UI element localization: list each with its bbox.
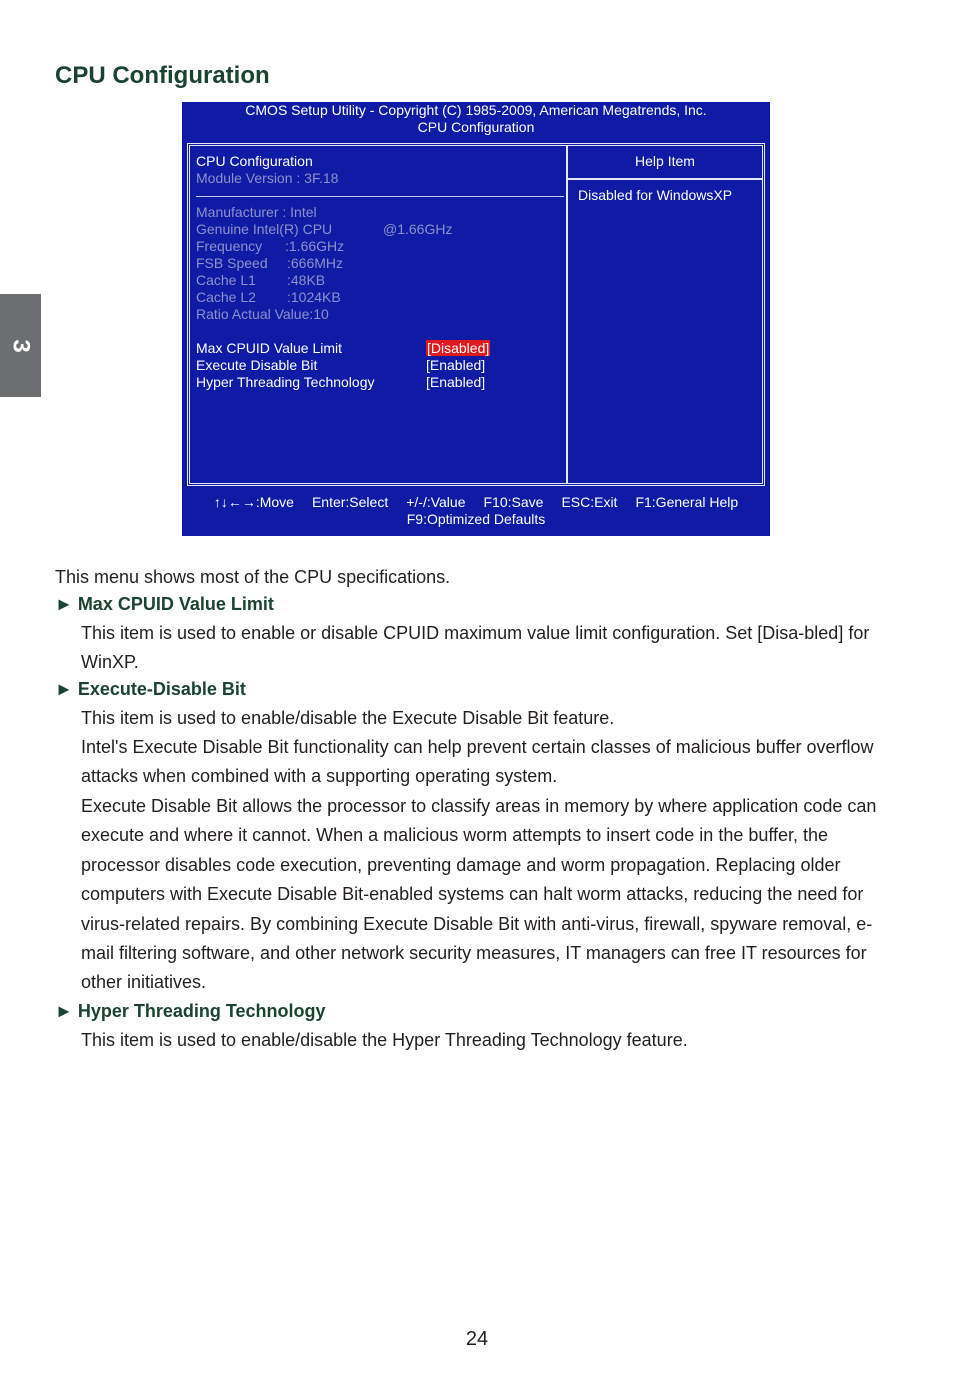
paragraph-execute-disable-2: Intel's Execute Disable Bit functionality can help prevent certain classes of malicious buffer overflow attacks when combined with a supporting operating system. bbox=[81, 737, 874, 787]
bios-key-legend bbox=[182, 494, 770, 511]
cache-l2-value: :1024KB bbox=[287, 289, 341, 305]
key-move: ↑↓←→:Move bbox=[213, 494, 294, 510]
option-execute-disable-value[interactable]: [Enabled] bbox=[426, 357, 486, 373]
option-execute-disable-label: Execute Disable Bit bbox=[196, 357, 318, 373]
bios-footer bbox=[182, 494, 770, 528]
intro-text: This menu shows most of the CPU specifications. bbox=[55, 567, 451, 587]
bios-screen-title: CPU Configuration bbox=[417, 119, 535, 135]
key-save: F10:Save bbox=[483, 494, 544, 510]
bios-divider bbox=[566, 146, 568, 483]
option-hyper-threading-label: Hyper Threading Technology bbox=[196, 374, 375, 390]
key-value: +/-/:Value bbox=[406, 494, 466, 510]
option-max-cpuid-label: Max CPUID Value Limit bbox=[196, 340, 343, 356]
bios-header bbox=[182, 102, 770, 136]
option-execute-disable[interactable] bbox=[196, 357, 317, 374]
cpu-frequency bbox=[196, 238, 345, 255]
paragraph-hyper-threading: This item is used to enable/disable the Hyper Threading Technology feature. bbox=[81, 1030, 688, 1050]
cpu-frequency-value: :1.66GHz bbox=[285, 238, 345, 254]
key-help: F1:General Help bbox=[635, 494, 739, 510]
cache-l1-value: :48KB bbox=[287, 272, 326, 288]
paragraph-execute-disable-3: Execute Disable Bit allows the processor to classify areas in memory by where application code can execute and where it cannot. When a malicious worm attempts to insert code in the buffer, the processor disables code execution, preventing damage and worm propagation. Replacing older computers with Execute Disable Bit-enabled systems can halt worm attacks, reducing the need for virus-related repairs. By combining Execute Disable Bit with anti-virus, firewall, spyware removal, e-mail filtering software, and other network security measures, IT managers can free IT resources for other initiatives. bbox=[81, 796, 877, 993]
help-separator bbox=[568, 178, 762, 180]
heading-hyper-threading: ► Hyper Threading Technology bbox=[55, 1001, 326, 1021]
heading-max-cpuid: ► Max CPUID Value Limit bbox=[55, 594, 274, 614]
cache-l2-label: Cache L2 bbox=[196, 289, 256, 305]
help-item-title: Help Item bbox=[635, 153, 695, 169]
bios-screenshot bbox=[182, 102, 770, 536]
help-item-text: Disabled for WindowsXP bbox=[578, 187, 733, 203]
cache-l1-label: Cache L1 bbox=[196, 272, 256, 288]
bios-section-title: CPU Configuration bbox=[196, 153, 313, 169]
cpu-name-label: Genuine Intel(R) CPU bbox=[196, 221, 333, 237]
heading-execute-disable: ► Execute-Disable Bit bbox=[55, 679, 246, 699]
bios-module-version: Module Version : 3F.18 bbox=[196, 170, 339, 186]
option-max-cpuid-value[interactable] bbox=[426, 340, 490, 357]
cpu-manufacturer: Manufacturer : Intel bbox=[196, 204, 317, 220]
cpu-cache-l1 bbox=[196, 272, 326, 289]
fsb-speed-label: FSB Speed bbox=[196, 255, 268, 271]
page-number: 24 bbox=[465, 1328, 489, 1350]
cpu-name-speed: @1.66GHz bbox=[383, 221, 453, 237]
option-hyper-threading-value[interactable]: [Enabled] bbox=[426, 374, 486, 390]
option-hyper-threading[interactable] bbox=[196, 374, 375, 391]
key-select: Enter:Select bbox=[311, 494, 389, 510]
chapter-tab bbox=[0, 294, 41, 397]
fsb-speed-value: :666MHz bbox=[287, 255, 344, 271]
cpu-name bbox=[196, 221, 453, 238]
chapter-number: 3 bbox=[7, 338, 35, 353]
paragraph-max-cpuid: This item is used to enable or disable CPUID maximum value limit configuration. Set [Disa-bled] for WinXP. bbox=[81, 623, 870, 673]
cpu-cache-l2 bbox=[196, 289, 341, 306]
left-separator bbox=[196, 196, 564, 197]
bios-copyright: CMOS Setup Utility - Copyright (C) 1985-2009, American Megatrends, Inc. bbox=[245, 102, 707, 118]
page-title: CPU Configuration bbox=[55, 62, 270, 89]
paragraph-execute-disable-1: This item is used to enable/disable the Execute Disable Bit feature. bbox=[81, 708, 615, 728]
selected-value: [Disabled] bbox=[427, 340, 490, 356]
cpu-frequency-label: Frequency bbox=[196, 238, 263, 254]
key-exit: ESC:Exit bbox=[561, 494, 618, 510]
cpu-ratio: Ratio Actual Value:10 bbox=[196, 306, 329, 322]
cpu-fsb-speed bbox=[196, 255, 344, 272]
key-defaults: F9:Optimized Defaults bbox=[406, 511, 546, 527]
option-max-cpuid[interactable] bbox=[196, 340, 342, 357]
